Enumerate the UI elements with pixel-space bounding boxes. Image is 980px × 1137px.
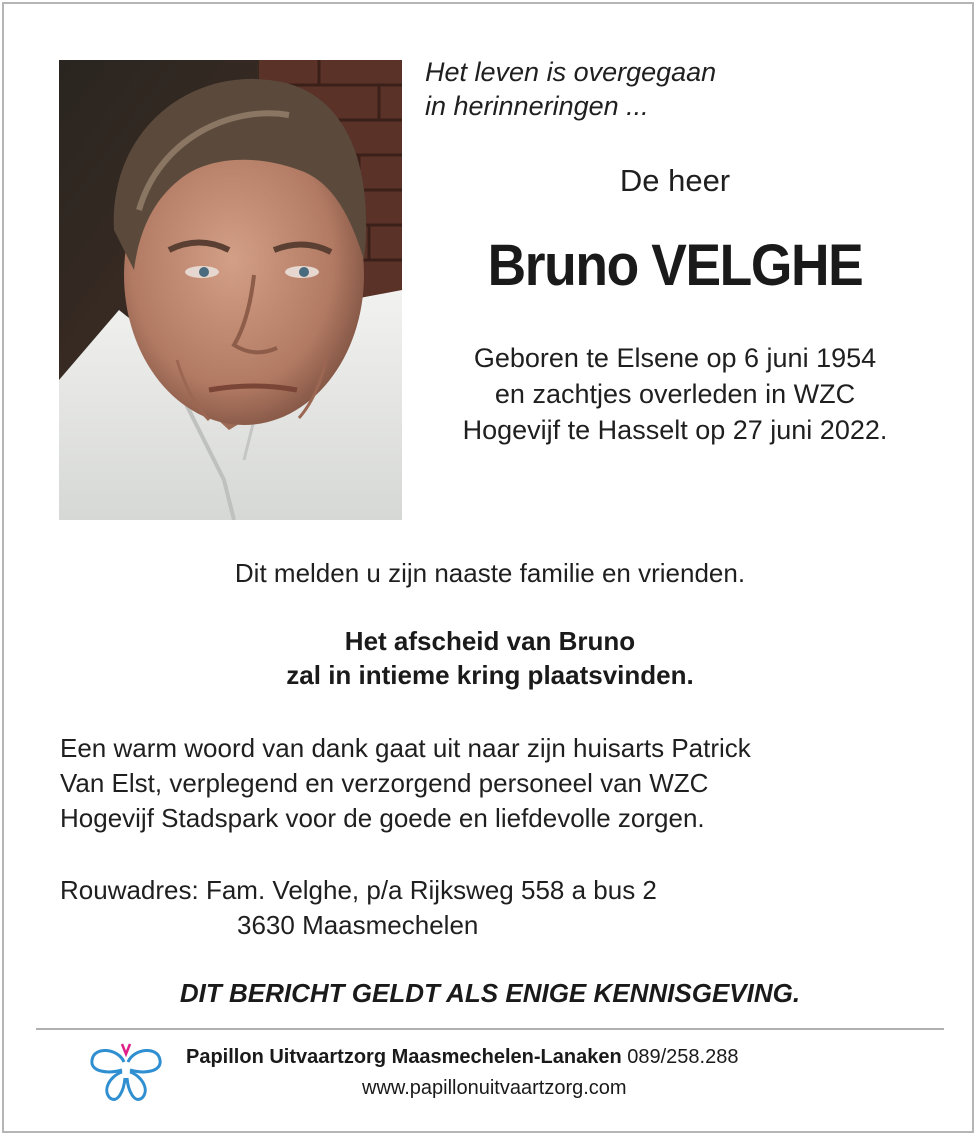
thanks-line-1: Een warm woord van dank gaat uit naar zijn huisarts Patrick: [60, 733, 751, 763]
official-notice: DIT BERICHT GELDT ALS ENIGE KENNISGEVING.: [179, 978, 801, 1008]
dates-line-1: Geboren te Elsene op 6 juni 1954: [473, 343, 877, 373]
portrait-photo: [59, 60, 402, 520]
funeral-home-website[interactable]: www.papillonuitvaartzorg.com: [362, 1077, 627, 1099]
mourning-address: [60, 873, 657, 943]
announcement: Dit melden u zijn naaste familie en vrienden.: [234, 558, 746, 588]
address-line-2: 3630 Maasmechelen: [237, 910, 479, 940]
funeral-home-name: Papillon Uitvaartzorg Maasmechelen-Lanaken: [186, 1046, 622, 1068]
deceased-name: Bruno VELGHE: [487, 233, 863, 298]
funeral-home-line: [186, 1046, 738, 1069]
farewell-line-2: zal in intieme kring plaatsvinden.: [286, 660, 694, 690]
salutation: De heer: [619, 163, 731, 198]
farewell-line-1: Het afscheid van Bruno: [344, 626, 636, 656]
motto: [425, 55, 716, 123]
farewell-message: [0, 624, 980, 692]
address-line-1: Rouwadres: Fam. Velghe, p/a Rijksweg 558 a bus 2: [60, 875, 657, 905]
dates-line-2: en zachtjes overleden in WZC: [494, 379, 856, 409]
thanks-line-3: Hogevijf Stadspark voor de goede en liefdevolle zorgen.: [60, 803, 705, 833]
butterfly-logo-icon: [88, 1040, 164, 1104]
motto-line-1: Het leven is overgegaan: [425, 57, 717, 87]
footer-divider: [36, 1028, 944, 1030]
thanks-line-2: Van Elst, verplegend en verzorgend personeel van WZC: [60, 768, 709, 798]
motto-line-2: in herinneringen ...: [425, 91, 649, 121]
thanks-paragraph: [60, 731, 940, 836]
funeral-home-phone: 089/258.288: [627, 1046, 739, 1068]
birth-death-details: [415, 340, 935, 448]
dates-line-3: Hogevijf te Hasselt op 27 juni 2022.: [462, 415, 888, 445]
